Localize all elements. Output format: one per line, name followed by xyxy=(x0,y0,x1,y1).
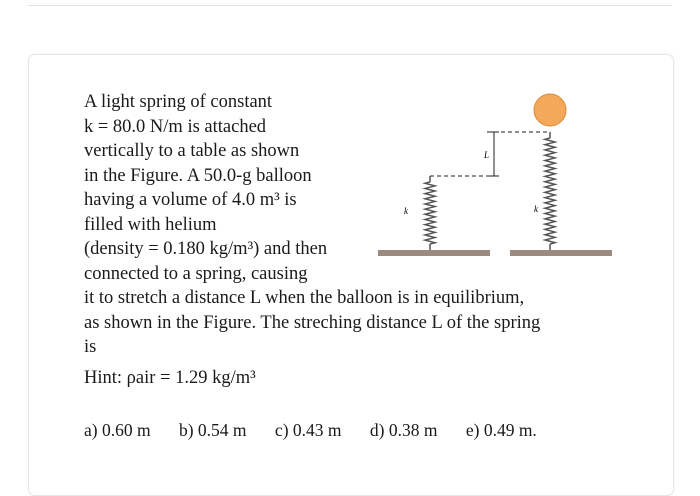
spring-left xyxy=(425,176,435,250)
answer-option-e[interactable]: e) 0.49 m. xyxy=(465,420,537,440)
answer-option-d[interactable]: d) 0.38 m xyxy=(369,420,438,440)
table-right xyxy=(510,250,612,256)
hint-text: Hint: ρair = 1.29 kg/m³ xyxy=(84,368,256,388)
spring-balloon-figure xyxy=(372,90,612,280)
problem-line-4: in the Figure. A 50.0-g balloon xyxy=(84,165,312,186)
spring-label-left: k xyxy=(404,206,408,216)
problem-line-5: having a volume of 4.0 m³ is xyxy=(84,190,297,210)
problem-line-7: (density = 0.180 kg/m³) and then xyxy=(84,239,328,259)
answer-option-b[interactable]: b) 0.54 m xyxy=(178,420,247,440)
distance-marker xyxy=(489,132,499,176)
problem-line-10: as shown in the Figure. The streching distance L of the spring xyxy=(84,312,541,333)
answer-option-a[interactable]: a) 0.60 m xyxy=(84,420,151,440)
problem-line-3: vertically to a table as shown xyxy=(84,141,300,161)
distance-label: L xyxy=(484,150,490,160)
table-left xyxy=(378,250,490,256)
helium-balloon xyxy=(534,94,566,126)
problem-line-11: is xyxy=(84,337,97,357)
problem-line-1: A light spring of constant xyxy=(84,92,273,112)
answer-choices xyxy=(84,420,561,441)
problem-line-6: filled with helium xyxy=(84,214,217,235)
problem-line-2: k = 80.0 N/m is attached xyxy=(84,116,267,137)
problem-line-8: connected to a spring, causing xyxy=(84,263,308,284)
problem-line-9: it to stretch a distance L when the balloon is in equilibrium, xyxy=(84,288,525,308)
answer-option-c[interactable]: c) 0.43 m xyxy=(274,420,342,440)
spring-right xyxy=(545,132,555,250)
top-divider xyxy=(28,5,672,6)
spring-label-right: k xyxy=(534,204,538,214)
